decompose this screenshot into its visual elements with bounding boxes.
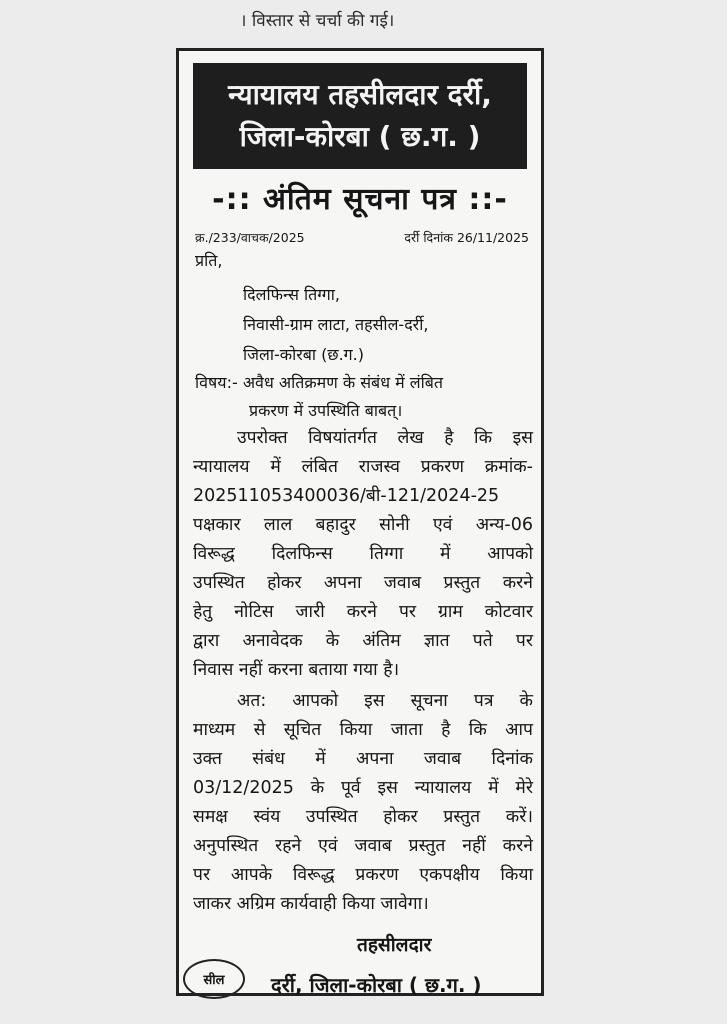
paragraph2-line: माध्यम से सूचित किया जाता है कि आप	[193, 720, 533, 740]
paragraph1-line: पक्षकार लाल बहादुर सोनी एवं अन्य-06	[193, 515, 533, 535]
paragraph1-line: उपस्थित होकर अपना जवाब प्रस्तुत करने	[193, 573, 533, 593]
paragraph2-line: जाकर अग्रिम कार्यवाही किया जावेगा।	[193, 894, 429, 914]
paragraph1-line: 202511053400036/बी-121/2024-25	[193, 486, 500, 506]
addressee-residence: निवासी-ग्राम लाटा, तहसील-दर्री,	[243, 315, 429, 334]
paragraph2-line: 03/12/2025 के पूर्व इस न्यायालय में मेरे	[193, 778, 533, 798]
paragraph2-line: पर आपके विरूद्ध प्रकरण एकपक्षीय किया	[193, 865, 533, 885]
notice-title: -:: अंतिम सूचना पत्र ::-	[212, 182, 508, 217]
addressee-name: दिलफिन्स तिग्गा,	[243, 285, 341, 304]
seal-stamp: सील	[183, 959, 245, 999]
reference-number: क्र./233/वाचक/2025	[195, 230, 305, 245]
court-header	[193, 63, 527, 169]
paragraph1-line: द्वारा अनावेदक के अंतिम ज्ञात पते पर	[193, 631, 533, 651]
addressee-district: जिला-कोरबा (छ.ग.)	[243, 345, 365, 364]
salutation: प्रति,	[195, 251, 223, 270]
paragraph2-line: अत: आपको इस सूचना पत्र के	[237, 691, 533, 711]
paragraph2-line: अनुपस्थित रहने एवं जवाब प्रस्तुत नहीं करने	[193, 836, 533, 856]
court-name: न्यायालय तहसीलदार दर्री,	[228, 78, 492, 111]
court-notice	[176, 48, 544, 996]
paragraph1-line: निवास नहीं करना बताया गया है।	[193, 660, 400, 680]
paragraph1-line: विरूद्ध दिलफिन्स तिग्गा में आपको	[193, 544, 533, 564]
previous-article-fragment: । विस्तार से चर्चा की गई।	[240, 11, 395, 31]
paragraph2-line: उक्त संबंध में अपना जवाब दिनांक	[193, 749, 533, 769]
court-district: जिला-कोरबा ( छ.ग. )	[239, 120, 481, 153]
subject-line-1: विषय:- अवैध अतिक्रमण के संबंध में लंबित	[195, 373, 444, 392]
paragraph2-line: समक्ष स्वंय उपस्थित होकर प्रस्तुत करें।	[193, 807, 533, 827]
paragraph1-line: उपरोक्त विषयांतर्गत लेख है कि इस	[237, 428, 533, 448]
paragraph1-line: हेतु नोटिस जारी करने पर ग्राम कोटवार	[193, 602, 533, 622]
signatory-place: दर्री, जिला-कोरबा ( छ.ग. )	[271, 973, 482, 997]
reference-date: दर्री दिनांक 26/11/2025	[404, 230, 529, 245]
subject-line-2: प्रकरण में उपस्थिति बाबत्।	[249, 401, 403, 420]
paragraph1-line: न्यायालय में लंबित राजस्व प्रकरण क्रमांक-	[193, 457, 533, 477]
signatory-title: तहसीलदार	[357, 934, 432, 956]
reference-line	[195, 229, 529, 246]
